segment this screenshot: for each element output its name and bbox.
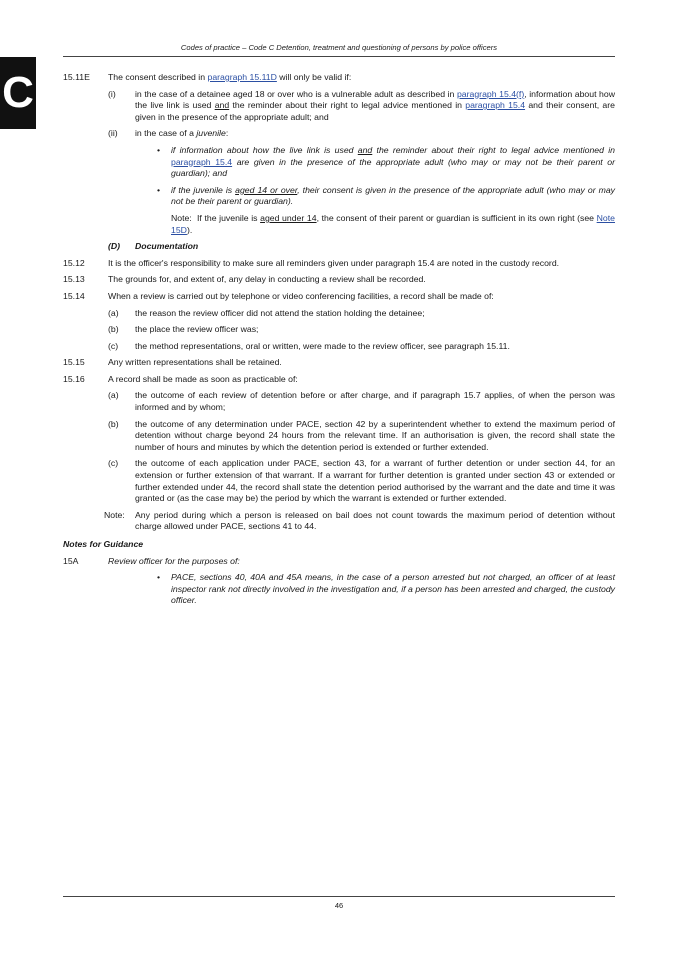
section-tab: C xyxy=(0,57,36,129)
link-paragraph-15-11d[interactable]: paragraph 15.11D xyxy=(207,72,277,82)
paragraph-15-15: 15.15 Any written representations shall be retained. xyxy=(63,357,282,368)
sub-item-b: (b) the outcome of any determination under PACE, section 42 by a superintendent whether to extend the maximum period of detention without charge beyond 24 hours from the relevant time. If an authorisation is given, the record shall state the number of hours and minutes by which the detention period is extended or further extended. xyxy=(108,418,615,452)
juvenile-note: Note: If the juvenile is aged under 14, the consent of their parent or guardian is sufficient in its own right (see Note 15D). xyxy=(171,212,615,235)
bullet-dot: • xyxy=(157,572,161,583)
bullet-dot: • xyxy=(157,144,161,155)
link-paragraph-15-4[interactable]: paragraph 15.4 xyxy=(171,156,233,167)
sub-item-b: (b) the place the review officer was; xyxy=(108,324,259,335)
link-paragraph-15-4f[interactable]: paragraph 15.4(f) xyxy=(456,88,525,99)
bullet-item: • if information about how the live link is used and the reminder about their right to legal advice mentioned in paragraph 15.4 are given in the presence of the appropriate adult (who may or may not be their parent or guardian); and xyxy=(157,144,615,179)
note-15a: 15A Review officer for the purposes of: xyxy=(63,555,240,566)
sub-item-a: (a) the outcome of each review of detention before or after charge, and if paragraph 15.7 applies, of when the person was informed and by whom; xyxy=(108,390,615,413)
sub-item-c: (c) the outcome of each application under PACE, section 43, for a warrant of further detention or under section 44, for an extension or further extension of that warrant. If a warrant for further detention is granted under section 43 or extended or further extended under 44, the record shall state the detention period authorised by the warrant and the date and time it was granted or (as the case may be) the period by which the warrant is extended or further extended. xyxy=(108,458,615,504)
link-note-15d[interactable]: Note 15D xyxy=(171,212,615,235)
page-number: 46 xyxy=(63,896,615,912)
paragraph-number: 15.11E xyxy=(63,72,90,82)
paragraph-15-14: 15.14 When a review is carried out by telephone or video conferencing facilities, a record shall be made of: xyxy=(63,290,494,301)
bullet-item: • PACE, sections 40, 40A and 45A means, in the case of a person arrested but not charged, an officer of at least inspector rank not directly involved in the investigation and, if a person has been arrested and charged, the custody officer. xyxy=(157,572,615,606)
sub-item-i: (i) in the case of a detainee aged 18 or over who is a vulnerable adult as described in paragraph 15.4(f), information about how the live link is used and the reminder about their right to legal advice mentioned in paragraph 15.4 and their consent, are given in the presence of the appropriate adult; and xyxy=(108,88,615,122)
running-header: Codes of practice – Code C Detention, treatment and questioning of persons by police officers xyxy=(63,42,615,57)
sub-item-ii: (ii) in the case of a juvenile: xyxy=(108,128,229,139)
section-heading-documentation: (D) Documentation xyxy=(108,241,199,252)
bullet-dot: • xyxy=(157,184,161,195)
detention-note: Note: Any period during which a person is released on bail does not count towards the maximum period of detention without charge allowed under PACE, sections 41 to 44. xyxy=(104,509,615,532)
sub-item-c: (c) the method representations, oral or written, were made to the review officer, see paragraph 15.11. xyxy=(108,340,510,351)
paragraph-15-13: 15.13 The grounds for, and extent of, any delay in conducting a review shall be recorded. xyxy=(63,274,426,285)
bullet-item: • if the juvenile is aged 14 or over, their consent is given in the presence of the appropriate adult (who may or may not be their parent or guardian). xyxy=(157,184,616,207)
paragraph-15-11e: 15.11E The consent described in paragraph 15.11D will only be valid if: xyxy=(63,72,352,82)
notes-for-guidance-heading: Notes for Guidance xyxy=(63,539,144,549)
paragraph-15-12: 15.12 It is the officer's responsibility to make sure all reminders given under paragraph 15.4 are noted in the custody record. xyxy=(63,257,560,268)
link-paragraph-15-4[interactable]: paragraph 15.4 xyxy=(465,100,526,111)
paragraph-15-16: 15.16 A record shall be made as soon as practicable of: xyxy=(63,373,298,384)
sub-item-a: (a) the reason the review officer did not attend the station holding the detainee; xyxy=(108,307,425,318)
page-content xyxy=(63,72,615,612)
